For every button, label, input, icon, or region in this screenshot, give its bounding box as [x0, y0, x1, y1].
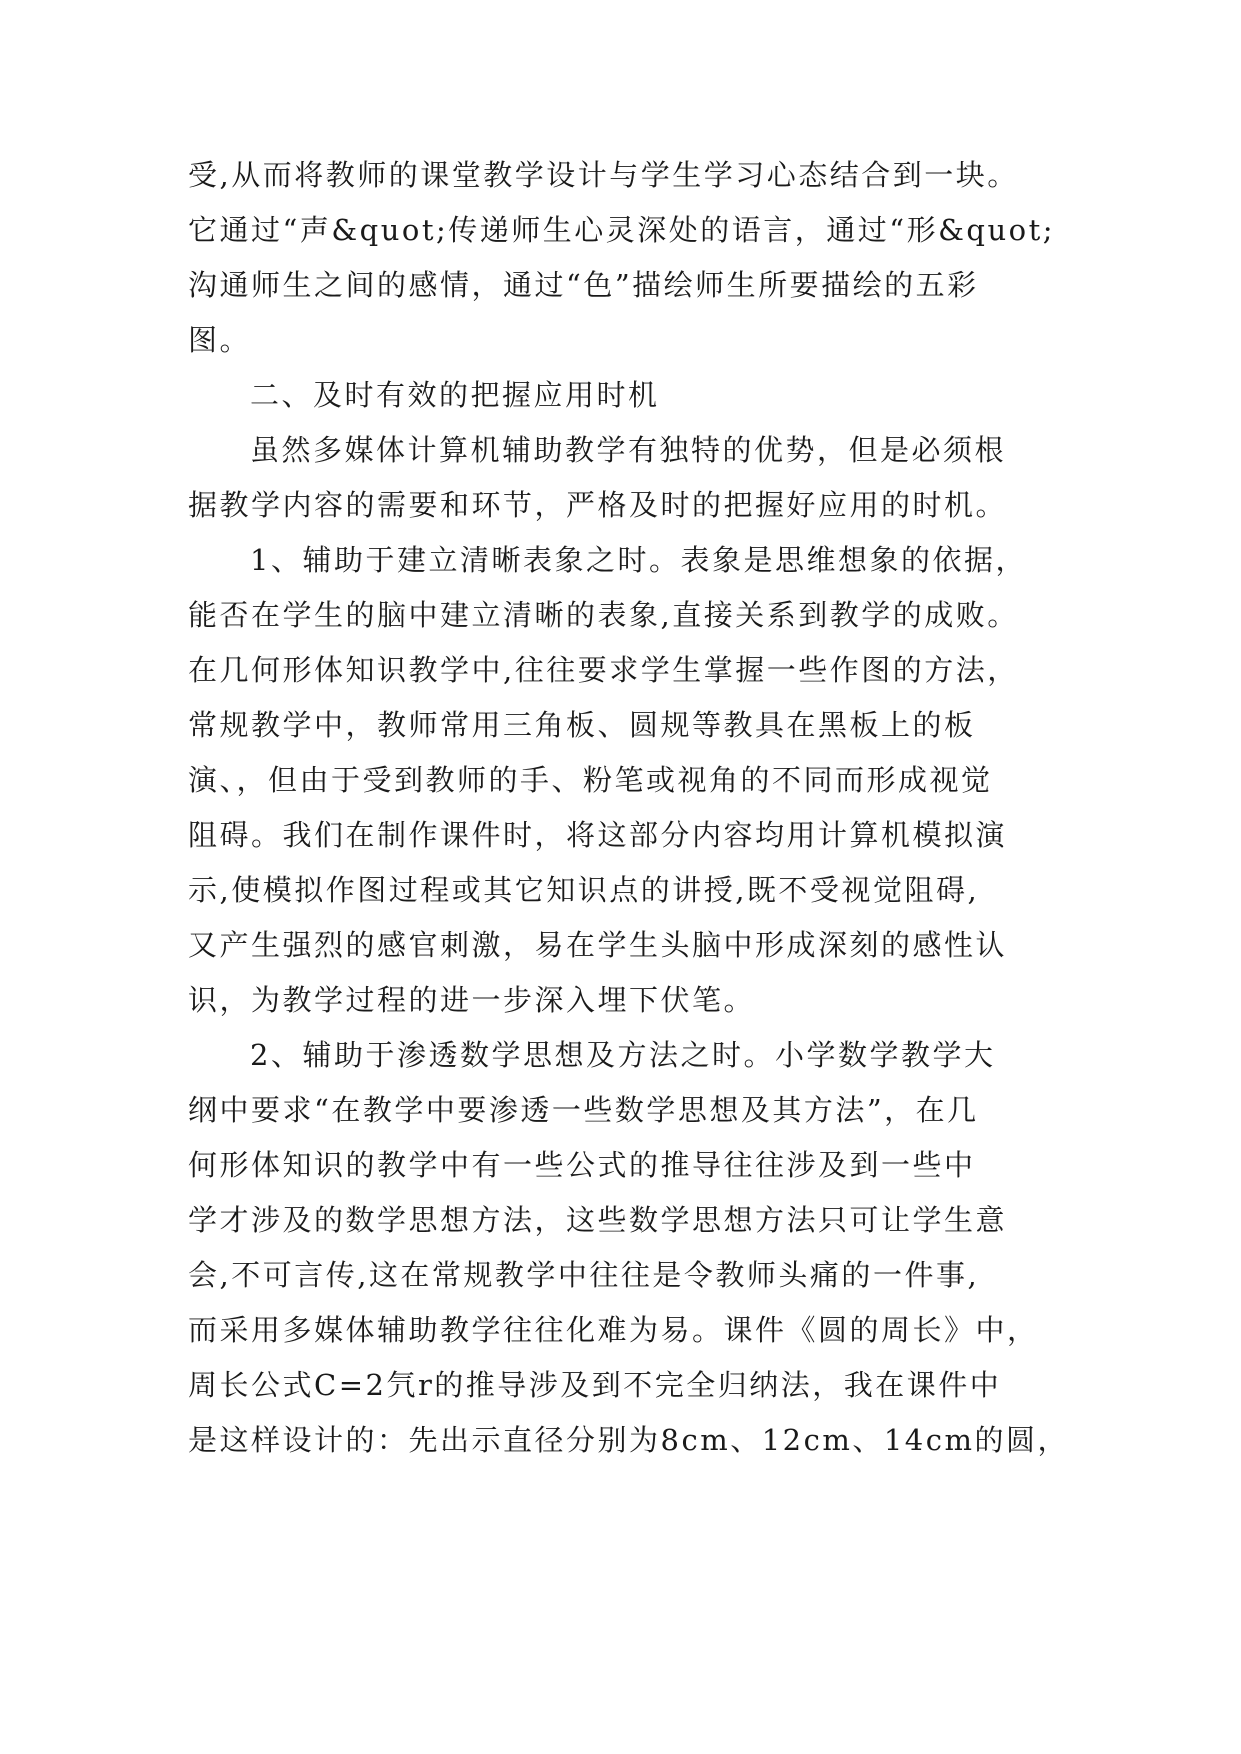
text-line: 图。 — [188, 323, 252, 357]
text-line: 演、，但由于受到教师的手、粉笔或视角的不同而形成视觉 — [188, 763, 993, 797]
text-line: 1、辅助于建立清晰表象之时。表象是思维想象的依据， — [250, 543, 1027, 577]
text-line: 示,使模拟作图过程或其它知识点的讲授,既不受视觉阻碍, — [188, 873, 980, 907]
text-line: 纲中要求“在教学中要渗透一些数学思想及其方法”，在几 — [188, 1093, 979, 1127]
text-line: 常规教学中，教师常用三角板、圆规等教具在黑板上的板 — [188, 708, 976, 742]
text-line: 何形体知识的教学中有一些公式的推导往往涉及到一些中 — [188, 1148, 976, 1182]
text-line: 受,从而将教师的课堂教学设计与学生学习心态结合到一块。 — [188, 158, 1019, 192]
section-heading: 二、及时有效的把握应用时机 — [250, 378, 660, 412]
text-line: 学才涉及的数学思想方法，这些数学思想方法只可让学生意 — [188, 1203, 1008, 1237]
text-line: 沟通师生之间的感情，通过“色”描绘师生所要描绘的五彩 — [188, 268, 979, 302]
text-line: 周长公式C=2氕r的推导涉及到不完全归纳法，我在课件中 — [188, 1368, 1002, 1402]
text-line: 它通过“声&quot;传递师生心灵深处的语言，通过“形&quot; — [188, 213, 1056, 247]
text-line: 会,不可言传,这在常规教学中往往是令教师头痛的一件事, — [188, 1258, 980, 1292]
text-line: 识，为教学过程的进一步深入埋下伏笔。 — [188, 983, 756, 1017]
text-line: 据教学内容的需要和环节，严格及时的把握好应用的时机。 — [188, 488, 1008, 522]
text-line: 2、辅助于渗透数学思想及方法之时。小学数学教学大 — [250, 1038, 996, 1072]
text-line: 能否在学生的脑中建立清晰的表象,直接关系到教学的成败。 — [188, 598, 1019, 632]
text-line: 在几何形体知识教学中,往往要求学生掌握一些作图的方法， — [188, 653, 1019, 687]
body-text — [188, 148, 1088, 1468]
text-line: 而采用多媒体辅助教学往往化难为易。课件《圆的周长》中， — [188, 1313, 1039, 1347]
text-line: 是这样设计的：先出示直径分别为8cm、12cm、14cm的圆， — [188, 1423, 1069, 1457]
text-line: 又产生强烈的感官刺激，易在学生头脑中形成深刻的感性认 — [188, 928, 1008, 962]
text-line: 虽然多媒体计算机辅助教学有独特的优势，但是必须根 — [250, 433, 1007, 467]
text-line: 阻碍。我们在制作课件时，将这部分内容均用计算机模拟演 — [188, 818, 1008, 852]
